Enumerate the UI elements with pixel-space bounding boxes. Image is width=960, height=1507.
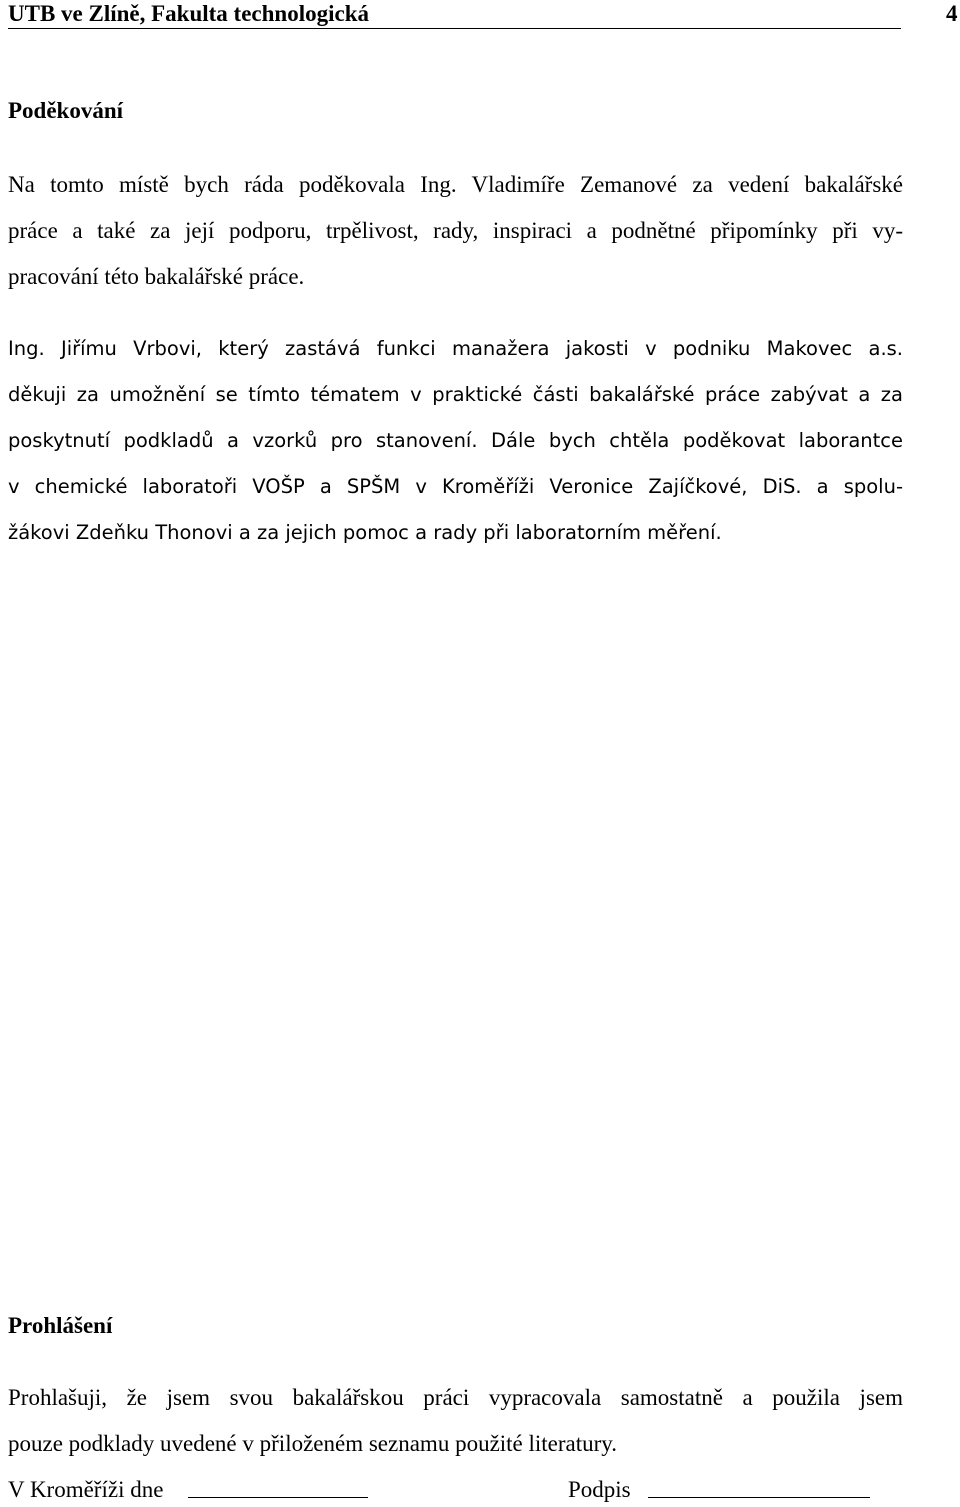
text-line: pouze podklady uvedené v přiloženém seznamu použité literatury. — [8, 1431, 618, 1456]
header-rule — [8, 28, 901, 29]
text-line: žákovi Zdeňku Thonovi a za jejich pomoc a rady při laboratorním měření. — [8, 521, 722, 544]
text-line: poskytnutí podkladů a vzorků pro stanovení. Dále bych chtěla poděkovat laborantce — [8, 429, 903, 452]
declaration-paragraph — [8, 1375, 903, 1467]
text-line: v chemické laboratoři VOŠP a SPŠM v Kroměříži Veronice Zajíčkové, DiS. a spolu- — [8, 475, 903, 498]
signature-label: Podpis — [568, 1477, 631, 1502]
text-line: Prohlašuji, že jsem svou bakalářskou práci vypracovala samostatně a použila jsem — [8, 1385, 903, 1410]
page-number: 4 — [946, 1, 958, 26]
page-header — [8, 0, 960, 28]
declaration-heading: Prohlášení — [8, 1313, 113, 1338]
signature-blank-line — [648, 1479, 870, 1498]
text-line: Ing. Jiřímu Vrbovi, který zastává funkci manažera jakosti v podniku Makovec a.s. — [8, 337, 903, 360]
text-line: práce a také za její podporu, trpělivost, rady, inspiraci a podnětné připomínky při vy- — [8, 218, 903, 243]
acknowledgement-paragraph-2 — [8, 326, 903, 556]
place-date-label: V Kroměříži dne — [8, 1477, 164, 1502]
date-blank-line — [188, 1479, 368, 1498]
text-line: děkuji za umožnění se tímto tématem v praktické části bakalářské práce zabývat a za — [8, 383, 903, 406]
text-line: Na tomto místě bych ráda poděkovala Ing. Vladimíře Zemanové za vedení bakalářské — [8, 172, 903, 197]
text-line: pracování této bakalářské práce. — [8, 264, 305, 289]
acknowledgement-heading: Poděkování — [8, 98, 124, 123]
header-title: UTB ve Zlíně, Fakulta technologická — [8, 1, 369, 26]
signature-row — [8, 1475, 908, 1505]
acknowledgement-paragraph-1 — [8, 162, 903, 300]
